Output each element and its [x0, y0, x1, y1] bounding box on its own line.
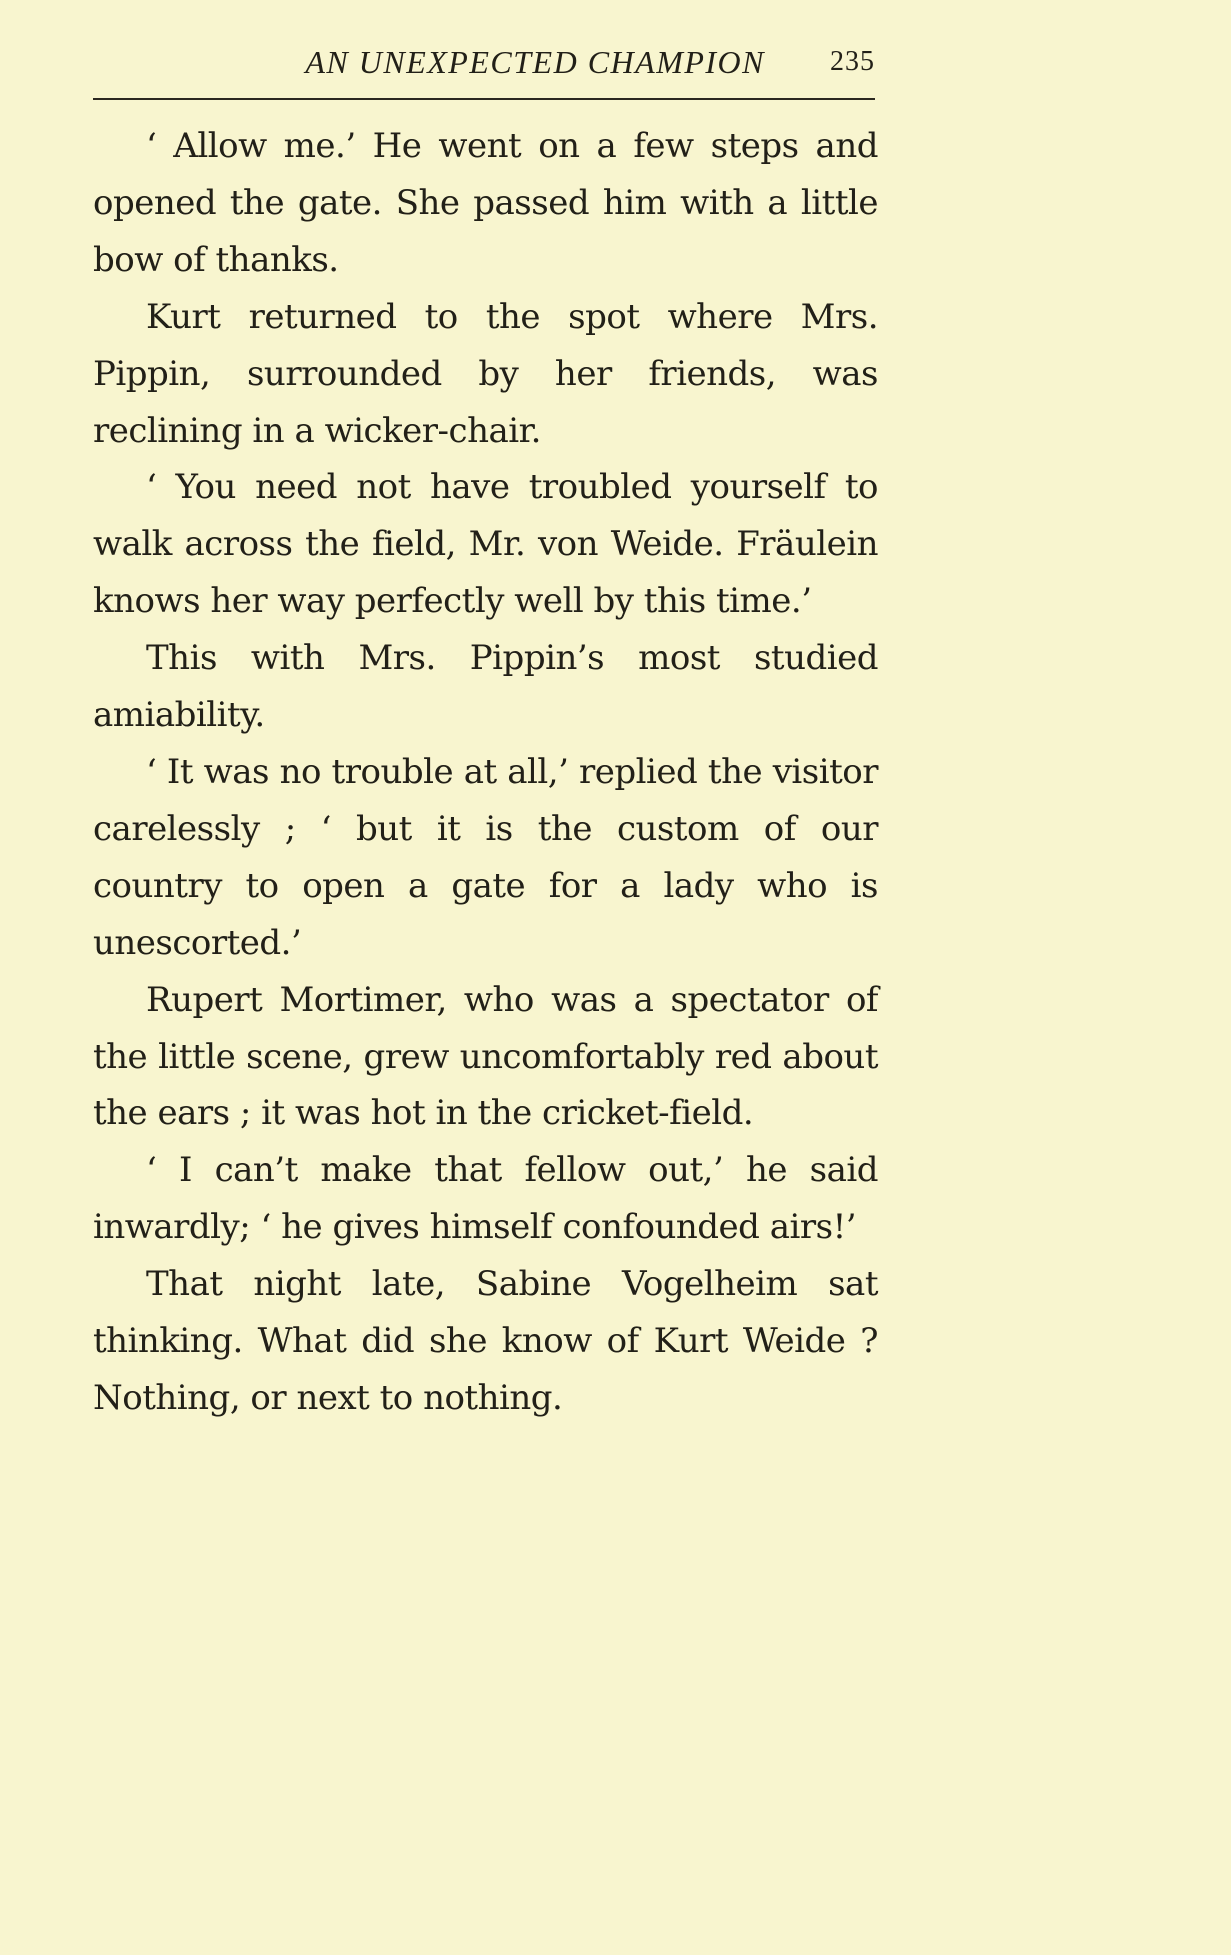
- page-number: 235: [830, 46, 875, 77]
- paragraph: Kurt returned to the spot where Mrs. Pippin, surrounded by her friends, was reclining in a wicker-chair.: [93, 296, 878, 451]
- paragraph: ‘ You need not have troubled yourself to walk across the field, Mr. von Weide. Fräulein knows her way perfectly well by this time.’: [93, 467, 878, 622]
- running-head: [93, 44, 875, 84]
- paragraph: This with Mrs. Pippin’s most studied amiability.: [93, 638, 878, 736]
- paragraph: Rupert Mortimer, who was a spectator of the little scene, grew uncomfortably red about the ears ; it was hot in the cricket-field.: [93, 979, 878, 1134]
- paragraph: ‘ I can’t make that fellow out,’ he said inwardly; ‘ he gives himself confounded airs!’: [93, 1150, 878, 1248]
- paragraph: ‘ Allow me.’ He went on a few steps and opened the gate. She passed him with a little bow of thanks.: [93, 126, 878, 280]
- body-text: [93, 118, 878, 1427]
- paragraph: That night late, Sabine Vogelheim sat thinking. What did she know of Kurt Weide ? Nothing, or next to nothing.: [93, 1264, 878, 1418]
- running-title: AN UNEXPECTED CHAMPION: [305, 44, 765, 80]
- paragraph: ‘ It was no trouble at all,’ replied the visitor carelessly ; ‘ but it is the custom of our country to open a gate for a lady who is unescorted.’: [93, 751, 878, 963]
- header-rule: [93, 98, 875, 100]
